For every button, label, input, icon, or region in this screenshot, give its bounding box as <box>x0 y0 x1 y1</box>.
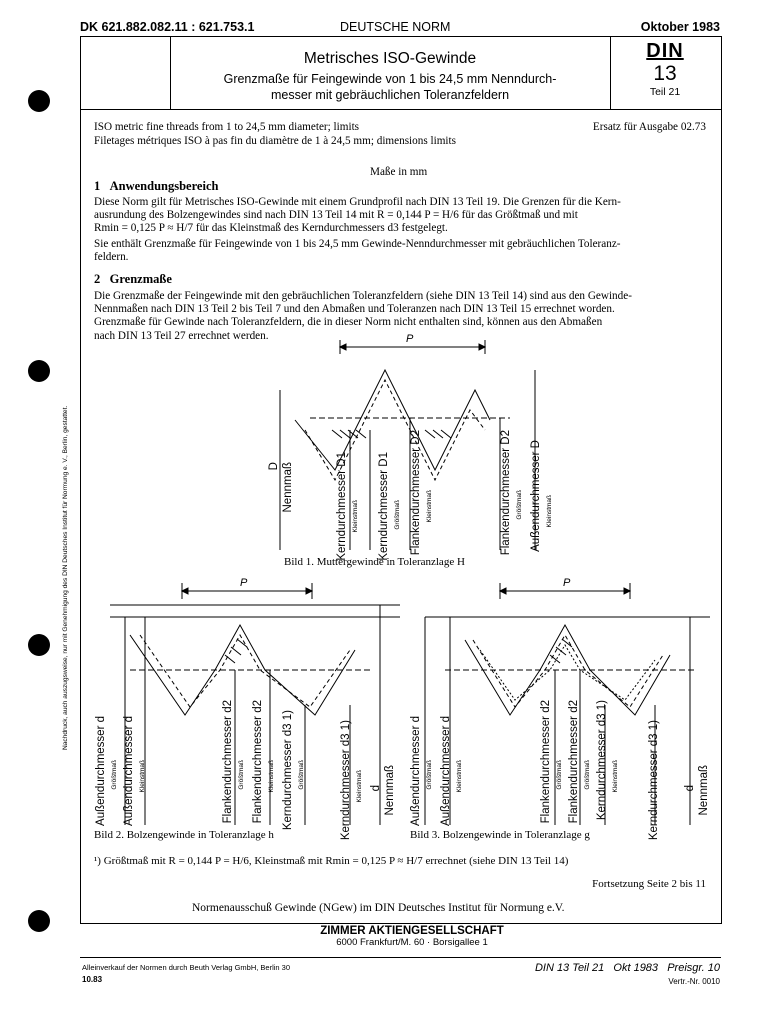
fig3-label-kern-b: Kerndurchmesser d3 1) <box>648 720 660 841</box>
committee-note: Normenausschuß Gewinde (NGew) im DIN Deutsches Institut für Normung e.V. <box>192 902 565 914</box>
footnote: ¹) Größtmaß mit R = 0,144 P = H/6, Kleinstmaß mit Rmin = 0,125 P ≈ H/7 errechnet (siehe DIN 13 Teil 14) <box>94 855 569 867</box>
sale-note: Alleinverkauf der Normen durch Beuth Verlag GmbH, Berlin 30 <box>82 963 291 972</box>
fig1-label-nennmass: Nennmaß <box>282 462 294 513</box>
thread-profile-dashed <box>473 635 663 707</box>
binder-hole <box>28 634 50 656</box>
footer-rule <box>80 957 721 958</box>
norm-label: DEUTSCHE NORM <box>340 20 451 34</box>
fig2-label-d: d <box>370 785 382 792</box>
stamp-line-1: ZIMMER AKTIENGESELLSCHAFT <box>320 925 504 937</box>
fig3-label-d: d <box>684 785 696 792</box>
text-line: Nennmaßen nach DIN 13 Teil 2 bis Teil 7 und den Abmaßen und Toleranzen nach DIN 13 Teil 15 errechnet worden. <box>94 303 615 316</box>
divider <box>170 36 171 109</box>
binder-hole <box>28 90 50 112</box>
section-title: Anwendungsbereich <box>109 179 219 193</box>
fig3-label-flank-b-sub: Größtmaß <box>584 760 591 790</box>
text-line: ausrundung des Bolzengewindes sind nach DIN 13 Teil 14 mit R = 0,144 P = H/6 für das Größtmaß und mit <box>94 209 578 222</box>
stamp-line-2: 6000 Frankfurt/M. 60 · Borsigallee 1 <box>336 937 488 948</box>
fig3-label-aussen-sub: Größtmaß <box>426 760 433 790</box>
dk-number: DK 621.882.082.11 : 621.753.1 <box>80 20 255 34</box>
din-label: DIN <box>646 40 684 62</box>
company-stamp <box>300 925 524 948</box>
din-number: 13 <box>653 62 677 85</box>
text-line: Sie enthält Grenzmaße für Feingewinde von 1 bis 24,5 mm Gewinde-Nenndurchmesser mit gebräuchlichen Toleranz- <box>94 237 621 250</box>
section-number: 2 <box>94 272 101 286</box>
divider <box>610 36 611 109</box>
figure-1-caption: Bild 1. Muttergewinde in Toleranzlage H <box>284 556 465 568</box>
fig1-label-aussen-sub: Kleinstmaß <box>546 495 553 528</box>
fig2-label-aussen-sub: Größtmaß <box>111 760 118 790</box>
fig3-label-kern: Kerndurchmesser d3 1) <box>596 700 608 821</box>
title-french: Filetages métriques ISO à pas fin du diamètre de 1 à 24,5 mm; dimensions limits <box>94 135 456 147</box>
pitch-label: P <box>563 577 571 589</box>
section-2-heading <box>94 272 172 287</box>
fig2-label-nennmass: Nennmaß <box>384 765 396 816</box>
replacement-note: Ersatz für Ausgabe 02.73 <box>592 121 706 133</box>
page-title: Metrisches ISO-Gewinde <box>303 50 477 67</box>
vertr-number: Vertr.-Nr. 0010 <box>668 977 720 986</box>
page-subtitle-1: Grenzmaße für Feingewinde von 1 bis 24,5 mm Nenndurch- <box>223 72 557 86</box>
section-1-body <box>94 196 708 264</box>
fig1-label-flank: Flankendurchmesser D2 <box>410 430 422 556</box>
units-note: Maße in mm <box>370 166 428 178</box>
fig3-label-flank: Flankendurchmesser d2 <box>540 700 552 824</box>
text-line: Diese Norm gilt für Metrisches ISO-Gewinde mit einem Grundprofil nach DIN 13 Teil 19. Die Grenzen für die Kern- <box>94 196 621 208</box>
footer-reference: DIN 13 Teil 21 Okt 1983 Preisgr. 10 <box>534 962 720 974</box>
title-english: ISO metric fine threads from 1 to 24,5 mm diameter; limits <box>94 121 360 133</box>
pitch-label: P <box>240 577 248 589</box>
binder-hole <box>28 360 50 382</box>
continuation-note: Fortsetzung Seite 2 bis 11 <box>592 878 706 890</box>
fig2-label-kern-b-sub: Kleinstmaß <box>356 770 363 803</box>
text-line: nach DIN 13 Teil 27 errechnet werden. <box>94 329 269 342</box>
fig2-label-kern-b: Kerndurchmesser d3 1) <box>340 720 352 841</box>
fig3-label-kern-sub: Kleinstmaß <box>612 760 619 793</box>
fig3-label-aussen: Außendurchmesser d <box>410 716 422 826</box>
fig1-label-flank-b-sub: Größtmaß <box>516 490 523 520</box>
fig2-label-flank-b: Flankendurchmesser d2 <box>252 700 264 824</box>
fig2-label-kern-sub: Größtmaß <box>298 760 305 790</box>
fig3-label-aussen-2-sub: Kleinstmaß <box>456 760 463 793</box>
fig2-label-flank-b-sub: Kleinstmaß <box>268 760 275 793</box>
sale-date: 10.83 <box>82 975 103 984</box>
fig1-label-flank-b: Flankendurchmesser D2 <box>500 430 512 556</box>
thread-profile-dotted <box>480 645 655 700</box>
fig1-label-kern: Kerndurchmesser D1 <box>336 452 348 561</box>
din-badge <box>612 40 718 98</box>
figure-3-caption: Bild 3. Bolzengewinde in Toleranzlage g <box>410 829 590 841</box>
fig2-label-flank: Flankendurchmesser d2 <box>222 700 234 824</box>
text-line: Grenzmaße für Gewinde nach Toleranzfeldern, die in dieser Norm nicht enthalten sind, können aus den Abmaßen <box>94 316 603 329</box>
fig2-label-aussen: Außendurchmesser d <box>95 716 107 826</box>
text-line: feldern. <box>94 250 129 263</box>
fig1-label-kern-sub: Kleinstmaß <box>352 500 359 533</box>
fig3-label-flank-sub: Größtmaß <box>556 760 563 790</box>
section-1-heading <box>94 179 218 194</box>
fig1-label-aussen: Außendurchmesser D <box>530 440 542 552</box>
issue-date: Oktober 1983 <box>640 20 720 34</box>
thread-profile <box>295 370 490 470</box>
figure-2-caption: Bild 2. Bolzengewinde in Toleranzlage h <box>94 829 274 841</box>
fig3-label-flank-b: Flankendurchmesser d2 <box>568 700 580 824</box>
fig2-label-flank-sub: Größtmaß <box>238 760 245 790</box>
section-number: 1 <box>94 179 101 193</box>
din-part: Teil 21 <box>649 86 681 98</box>
fig2-label-aussen-2-sub: Kleinstmaß <box>139 760 146 793</box>
fig1-label-flank-sub: Kleinstmaß <box>426 490 433 523</box>
fig1-label-D: D <box>268 462 280 471</box>
page-subtitle-2: messer mit gebräuchlichen Toleranzfeldern <box>270 88 510 102</box>
fig1-label-kern-b: Kerndurchmesser D1 <box>378 452 390 561</box>
text-line: Die Grenzmaße der Feingewinde mit den gebräuchlichen Toleranzfeldern (siehe DIN 13 Teil 14) sind aus den Gewinde- <box>94 290 632 302</box>
fig2-label-aussen-2: Außendurchmesser d <box>123 716 135 826</box>
section-title: Grenzmaße <box>109 272 172 286</box>
binder-hole <box>28 910 50 932</box>
fig2-label-kern: Kerndurchmesser d3 1) <box>282 710 294 831</box>
pitch-label: P <box>406 333 414 345</box>
hatching <box>550 639 572 663</box>
text-line: Rmin = 0,125 P ≈ H/7 für das Kleinstmaß des Kerndurchmessers d3 festgelegt. <box>94 222 448 235</box>
fig1-label-kern-b-sub: Größtmaß <box>394 500 401 530</box>
hatching <box>225 639 247 663</box>
fig3-label-nennmass: Nennmaß <box>698 765 710 816</box>
fig3-label-aussen-2: Außendurchmesser d <box>440 716 452 826</box>
copyright-sidenote: Nachdruck, auch auszugsweise, nur mit Genehmigung des DIN Deutsches Institut für Normung e. V., Berlin, gestattet. <box>62 405 69 750</box>
